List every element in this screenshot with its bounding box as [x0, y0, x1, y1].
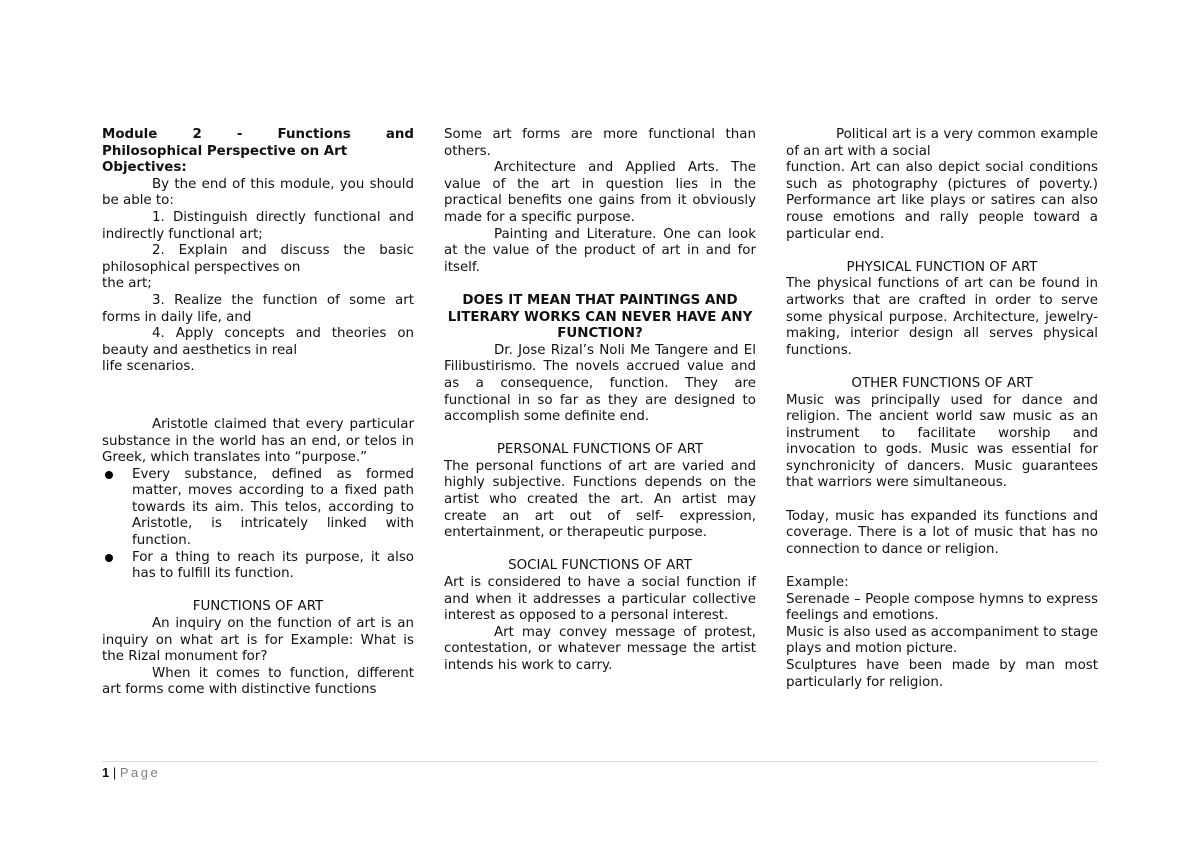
objective-item: the art; [102, 276, 152, 292]
objective-item: life scenarios. [102, 359, 195, 375]
aristotle-paragraph: Aristotle claimed that every particular substance in the world has an end, or telos in Greek, which translates into “purpose.” [102, 416, 414, 466]
title-word: Functions [277, 127, 351, 142]
physical-function-paragraph: The physical functions of art can be found in artworks that are crafted in order to serve some physical purpose. Architecture, jewelry-making, interior design all serves physical functions. [786, 276, 1098, 358]
today-paragraph: Today, music has expanded its functions and coverage. There is a lot of music that has no connection to dance or religion. [786, 508, 1098, 557]
module-title-line [102, 127, 414, 144]
social-functions-paragraph: Art is considered to have a social function if and when it addresses a particular collective interest as opposed to a personal interest. [444, 575, 756, 624]
title-word: Module [102, 127, 158, 142]
functions-paragraph: When it comes to function, different art forms come with distinctive functions [102, 665, 414, 698]
footer-separator: | [112, 765, 117, 780]
physical-function-heading: PHYSICAL FUNCTION OF ART [846, 259, 1038, 275]
example-item: Serenade – People compose hymns to express feelings and emotions. [786, 591, 1098, 624]
title-word: and [385, 127, 414, 142]
title-word: 2 [192, 127, 202, 142]
bullet-icon [105, 471, 113, 479]
functions-paragraph: An inquiry on the function of art is an inquiry on what art is for Example: What is the Rizal monument for? [102, 616, 414, 665]
example-item: Music is also used as accompaniment to stage plays and motion picture. [786, 624, 1098, 657]
example-label: Example: [786, 575, 849, 591]
page-number: 1 [102, 765, 110, 780]
rizal-paragraph: Dr. Jose Rizal’s Noli Me Tangere and El Filibustirismo. The novels accrued value and as a consequence, function. They are functional in so far as they are designed to accomplish some definite end. [444, 342, 756, 425]
objective-item: 1. Distinguish directly functional and indirectly functional art; [102, 209, 414, 242]
objective-item: 4. Apply concepts and theories on beauty and aesthetics in real [102, 326, 414, 358]
page-label: Page [119, 765, 161, 780]
aristotle-bullets [102, 467, 414, 583]
political-art-paragraph: Political art is a very common example of an art with a social [786, 127, 1098, 159]
objectives-intro: By the end of this module, you should be able to: [102, 176, 414, 209]
personal-functions-heading: PERSONAL FUNCTIONS OF ART [496, 442, 704, 458]
political-art-paragraph: function. Art can also depict social conditions such as photography (pictures of poverty.) Performance art like plays or satires can also rouse emotions and rally people toward a particular end. [786, 160, 1098, 242]
painting-paragraph: Painting and Literature. One can look at the value of the product of art in and for itself. [444, 226, 756, 275]
other-functions-heading: OTHER FUNCTIONS OF ART [851, 375, 1033, 391]
architecture-paragraph: Architecture and Applied Arts. The value of the art in question lies in the practical benefits one gains from it obviously made for a specific purpose. [444, 160, 756, 225]
question-heading: DOES IT MEAN THAT PAINTINGS AND LITERARY WORKS CAN NEVER HAVE ANY [447, 292, 753, 325]
title-word: - [236, 127, 243, 142]
other-functions-paragraph: Music was principally used for dance and religion. The ancient world saw music as an instrument to facilitate worship and invocation to gods. Music was essential for synchronicity of dancers. Music guarantees that warriors were simultaneous. [786, 392, 1098, 491]
page-footer [102, 765, 160, 780]
footer-divider [102, 761, 1098, 762]
objectives-label: Objectives: [102, 160, 187, 176]
column-1 [102, 127, 414, 699]
module-title-rest: Philosophical Perspective on Art [102, 143, 348, 159]
bullet-item: For a thing to reach its purpose, it also has to fulfill its function. [102, 550, 414, 583]
objective-item: 3. Realize the function of some art forms in daily life, and [102, 292, 414, 325]
personal-functions-paragraph: The personal functions of art are varied and highly subjective. Functions depends on the artist who created the art. An artist may create an art out of self- expression, entertainment, or therapeutic purpose. [444, 458, 756, 541]
social-functions-heading: SOCIAL FUNCTIONS OF ART [508, 558, 692, 574]
bullet-icon [105, 554, 113, 562]
example-item: Sculptures have been made by man most particularly for religion. [786, 658, 1098, 690]
bullet-item: Every substance, defined as formed matter, moves according to a fixed path towards its aim. This telos, according to Aristotle, is intricately linked with function. [102, 467, 414, 550]
column-2 [444, 127, 756, 675]
question-heading-end: FUNCTION? [557, 326, 643, 342]
objective-item: 2. Explain and discuss the basic philosophical perspectives on [102, 243, 414, 275]
intro-paragraph: Some art forms are more functional than others. [444, 127, 756, 159]
functions-heading: FUNCTIONS OF ART [192, 599, 324, 615]
column-3 [786, 127, 1098, 691]
social-functions-paragraph: Art may convey message of protest, contestation, or whatever message the artist intends his work to carry. [444, 624, 756, 673]
